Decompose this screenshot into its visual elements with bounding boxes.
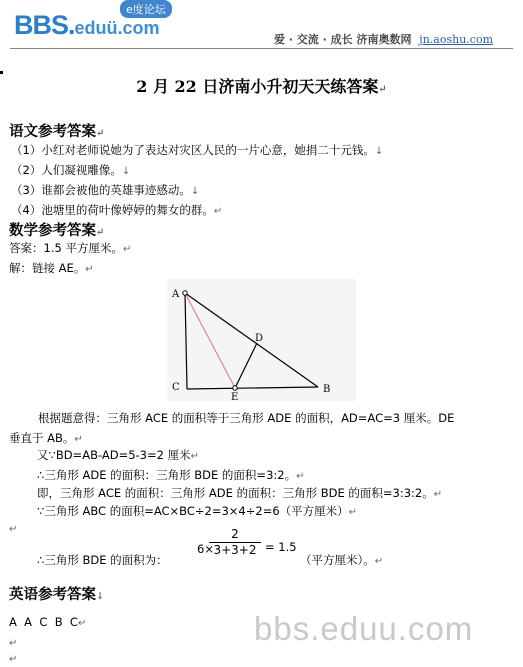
logo-domain: eduü.com — [74, 18, 160, 38]
step-text: 又∵BD=AB-AD=5-3=2 厘米 — [37, 448, 191, 462]
label-c: C — [172, 382, 180, 393]
label-e: E — [231, 392, 239, 401]
math-final-prefix — [37, 552, 168, 568]
paragraph-mark: ↵ — [9, 638, 18, 649]
math-step-1 — [37, 447, 199, 463]
math-heading — [9, 219, 104, 240]
math-step-2 — [37, 467, 304, 483]
paragraph-mark: ↵ — [74, 434, 83, 445]
header-divider — [10, 48, 513, 49]
paragraph-mark: ↵ — [348, 507, 358, 518]
paragraph-mark: ↵ — [9, 524, 18, 535]
answer-text: 答案：1.5 平方厘米。 — [9, 241, 123, 255]
geometry-figure — [167, 279, 356, 401]
segment-de — [235, 343, 257, 388]
point-a — [183, 291, 187, 295]
segment-ae — [185, 293, 235, 388]
paragraph-mark: ↵ — [213, 206, 223, 217]
english-answers — [9, 615, 86, 629]
step-text: ∴三角形 ADE 的面积：三角形 BDE 的面积=3:2。 — [37, 468, 297, 482]
triangle-diagram — [167, 279, 356, 401]
solution-text: 垂直于 AB。 — [9, 431, 75, 445]
tagline-text: 爱 · 交流 · 成长 济南奥数网 — [273, 33, 412, 46]
page-header — [0, 0, 523, 52]
answer-text: （2）人们凝视雕像。 — [11, 163, 122, 177]
formula-lead: 6× — [197, 542, 214, 556]
step-text: ∵三角形 ABC 的面积=AC×BC÷2=3×4÷2=6（平方厘米） — [37, 504, 349, 518]
site-watermark: bbs.eduu.com — [254, 610, 474, 647]
blank-line — [9, 651, 17, 665]
logo-main: BBS. — [14, 10, 75, 40]
chinese-heading-text: 语文参考答案 — [9, 123, 96, 140]
point-e — [233, 386, 237, 390]
side-ac — [185, 293, 187, 389]
page-title-text: 2 月 22 日济南小升初天天练答案 — [136, 77, 379, 96]
english-heading-text: 英语参考答案 — [9, 586, 96, 603]
math-final-unit — [300, 552, 383, 568]
answer-text: （4）池塘里的荷叶像婷婷的舞女的群。 — [11, 203, 214, 217]
label-a: A — [172, 289, 180, 300]
math-heading-text: 数学参考答案 — [9, 222, 96, 239]
blank-line — [9, 521, 17, 535]
paragraph-mark: ↵ — [374, 556, 384, 567]
paragraph-mark: ↵ — [77, 618, 87, 629]
formula-result: = 1.5 — [265, 540, 297, 554]
site-url-link[interactable]: jn.aoshu.com — [419, 33, 493, 46]
paragraph-mark: ↵ — [9, 654, 18, 665]
solution-text: 解：链接 AE。 — [9, 261, 86, 275]
fraction-numerator: 2 — [209, 527, 261, 543]
paragraph-mark: ↵ — [122, 244, 132, 255]
math-step-3 — [37, 485, 442, 501]
math-paragraph-line-1 — [38, 410, 454, 426]
chinese-answer-3 — [11, 182, 199, 198]
label-b: B — [323, 384, 331, 395]
paragraph-mark: ↵ — [296, 471, 305, 482]
side-ab — [185, 293, 318, 387]
line-break-mark: ↓ — [121, 166, 131, 177]
paragraph-mark: ↵ — [190, 451, 199, 462]
paragraph-mark: ↵ — [378, 84, 387, 95]
side-cb — [187, 387, 318, 389]
line-break-mark: ↓ — [96, 591, 105, 602]
math-solution-intro — [9, 260, 94, 276]
step-text: 即，三角形 ACE 的面积：三角形 ADE 的面积：三角形 BDE 的面积=3:3:2。 — [37, 486, 434, 500]
final-prefix-text: ∴三角形 BDE 的面积为： — [37, 553, 168, 567]
page-title — [0, 74, 523, 97]
answers-text: A A C B C — [9, 615, 78, 629]
line-break-mark: ↓ — [374, 146, 384, 157]
line-break-mark: ↓ — [190, 186, 200, 197]
solution-text: 根据题意得：三角形 ACE 的面积等于三角形 ADE 的面积，AD=AC=3 厘米。DE — [38, 411, 455, 425]
paragraph-mark: ↵ — [85, 264, 94, 275]
answer-text: （1）小红对老师说她为了表达对灾区人民的一片心意，她捐二十元钱。 — [11, 143, 375, 157]
math-step-4 — [37, 503, 357, 519]
chinese-heading — [9, 120, 104, 141]
label-d: D — [255, 333, 264, 344]
chinese-answer-2 — [11, 162, 130, 178]
paragraph-mark: ↵ — [433, 489, 443, 500]
forum-badge: e度论坛 — [120, 0, 172, 18]
math-answer — [9, 240, 131, 256]
math-paragraph-line-2 — [9, 430, 83, 446]
fraction-denominator: 3+3+2 — [213, 543, 257, 557]
final-unit-text: （平方厘米）。 — [300, 553, 375, 567]
header-tagline — [274, 31, 493, 47]
answer-text: （3）谁都会被他的英雄事迹感动。 — [11, 183, 191, 197]
paragraph-mark: ↵ — [96, 128, 105, 139]
blank-line — [9, 635, 17, 649]
paragraph-mark: ↵ — [96, 227, 105, 238]
english-heading — [9, 583, 104, 604]
fraction — [209, 527, 261, 557]
chinese-answer-1 — [11, 142, 383, 158]
chinese-answer-4 — [11, 202, 222, 218]
